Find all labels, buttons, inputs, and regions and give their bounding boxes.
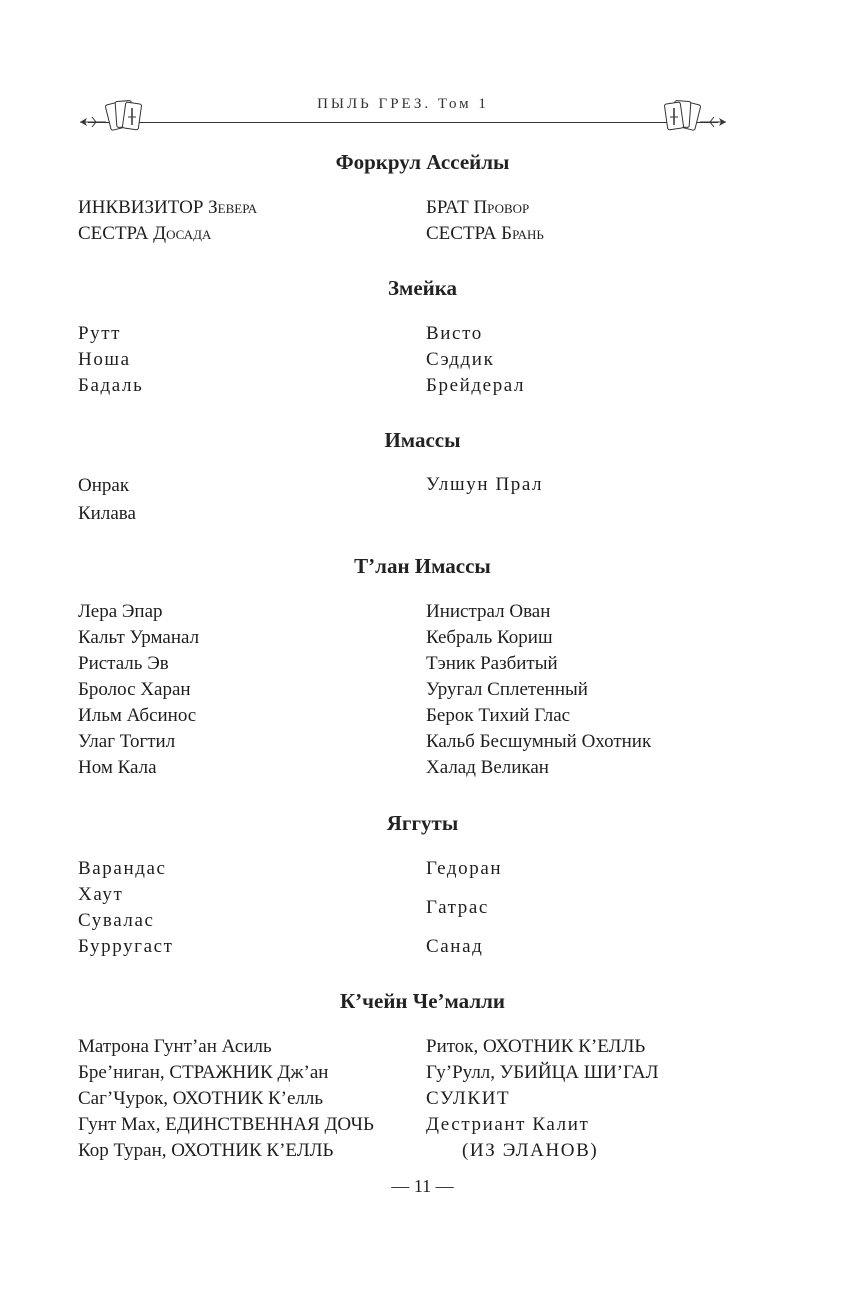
- arrow-ornament-right-icon: [700, 114, 728, 130]
- forkrul-right-column: [426, 195, 544, 247]
- character-name: Рутт: [78, 323, 122, 344]
- character-name: Кор Туран, ОХОТНИК К’ЕЛЛЬ: [78, 1140, 334, 1161]
- character-name: Санад: [426, 936, 484, 957]
- tlan-imassy-right-column: [426, 599, 651, 781]
- character-name: СЕСТРА Брань: [426, 223, 544, 244]
- header-title: ПЫЛЬ ГРЕЗ. Том 1: [317, 96, 489, 112]
- playing-cards-right-icon: [662, 97, 702, 133]
- character-name: Ристаль Эв: [78, 653, 169, 674]
- character-name: Саг’Чурок, ОХОТНИК К’елль: [78, 1088, 324, 1109]
- section-title-forkrul: Форкрул Ассейлы: [335, 150, 510, 174]
- character-name: Бре’ниган, СТРАЖНИК Дж’ан: [78, 1062, 329, 1083]
- character-name: Риток, ОХОТНИК К’ЕЛЛЬ: [426, 1036, 646, 1057]
- character-name: Бадаль: [78, 375, 144, 396]
- yagguty-right-column: [426, 856, 502, 960]
- character-name: Улшун Прал: [426, 474, 544, 495]
- character-name: Тэник Разбитый: [426, 653, 558, 674]
- character-name: Сэддик: [426, 349, 495, 370]
- character-name: Гедоран: [426, 858, 503, 879]
- character-name: Улаг Тогтил: [78, 731, 176, 752]
- character-name: Онрак: [78, 475, 130, 496]
- character-name: Ном Кала: [78, 757, 157, 778]
- forkrul-left-column: [78, 195, 257, 247]
- zmeyka-right-column: [426, 321, 525, 399]
- character-name: Уругал Сплетенный: [426, 679, 588, 700]
- yagguty-left-column: [78, 856, 174, 960]
- section-title-kchain-chemalli: К’чейн Че’малли: [339, 989, 506, 1013]
- imassy-right-column: [426, 472, 543, 498]
- tlan-imassy-left-column: [78, 599, 199, 781]
- character-name: Матрона Гунт’ан Асиль: [78, 1036, 272, 1057]
- character-name: Гунт Мах, ЕДИНСТВЕННАЯ ДОЧЬ: [78, 1114, 374, 1135]
- character-name: Дестриант Калит: [426, 1114, 590, 1135]
- character-name: БРАТ Провор: [426, 197, 530, 218]
- character-name: Гатрас: [426, 897, 489, 918]
- character-name: Халад Великан: [426, 757, 549, 778]
- character-name: Берок Тихий Глас: [426, 705, 571, 726]
- character-name: Ноша: [78, 349, 131, 370]
- zmeyka-left-column: [78, 321, 143, 399]
- section-title-yagguty: Яггуты: [386, 811, 459, 835]
- header-rule: [88, 122, 718, 123]
- character-name: СЕСТРА Досада: [78, 223, 212, 244]
- character-name: Ильм Абсинос: [78, 705, 197, 726]
- character-name: Кальт Урманал: [78, 627, 200, 648]
- character-name: Кальб Бесшумный Охотник: [426, 731, 652, 752]
- running-header: [78, 92, 728, 132]
- character-name: Бролос Харан: [78, 679, 191, 700]
- section-title-imassy: Имассы: [384, 428, 461, 452]
- character-name: Варандас: [78, 858, 167, 879]
- character-name: Бурругаст: [78, 936, 174, 957]
- character-name: Инистрал Ован: [426, 601, 551, 622]
- imassy-left-column: [78, 472, 136, 528]
- character-name: (ИЗ ЭЛАНОВ): [462, 1140, 599, 1161]
- character-name: Гу’Рулл, УБИЙЦА ШИ’ГАЛ: [426, 1062, 659, 1083]
- arrow-ornament-left-icon: [78, 114, 106, 130]
- character-name: Лера Эпар: [78, 601, 163, 622]
- character-name: Хаут: [78, 884, 124, 905]
- character-name: Висто: [426, 323, 483, 344]
- section-title-tlan-imassy: Т’лан Имассы: [354, 554, 491, 578]
- kchain-right-column: [426, 1034, 659, 1164]
- character-name: Брейдерал: [426, 375, 526, 396]
- character-name: Килава: [78, 503, 136, 524]
- character-name: СУЛКИТ: [426, 1088, 511, 1109]
- character-name: ИНКВИЗИТОР Зевера: [78, 197, 258, 218]
- page-number: — 11 —: [391, 1176, 454, 1196]
- character-name: Сувалас: [78, 910, 155, 931]
- section-title-zmeyka: Змейка: [387, 276, 458, 300]
- kchain-left-column: [78, 1034, 374, 1164]
- character-name: Кебраль Кориш: [426, 627, 553, 648]
